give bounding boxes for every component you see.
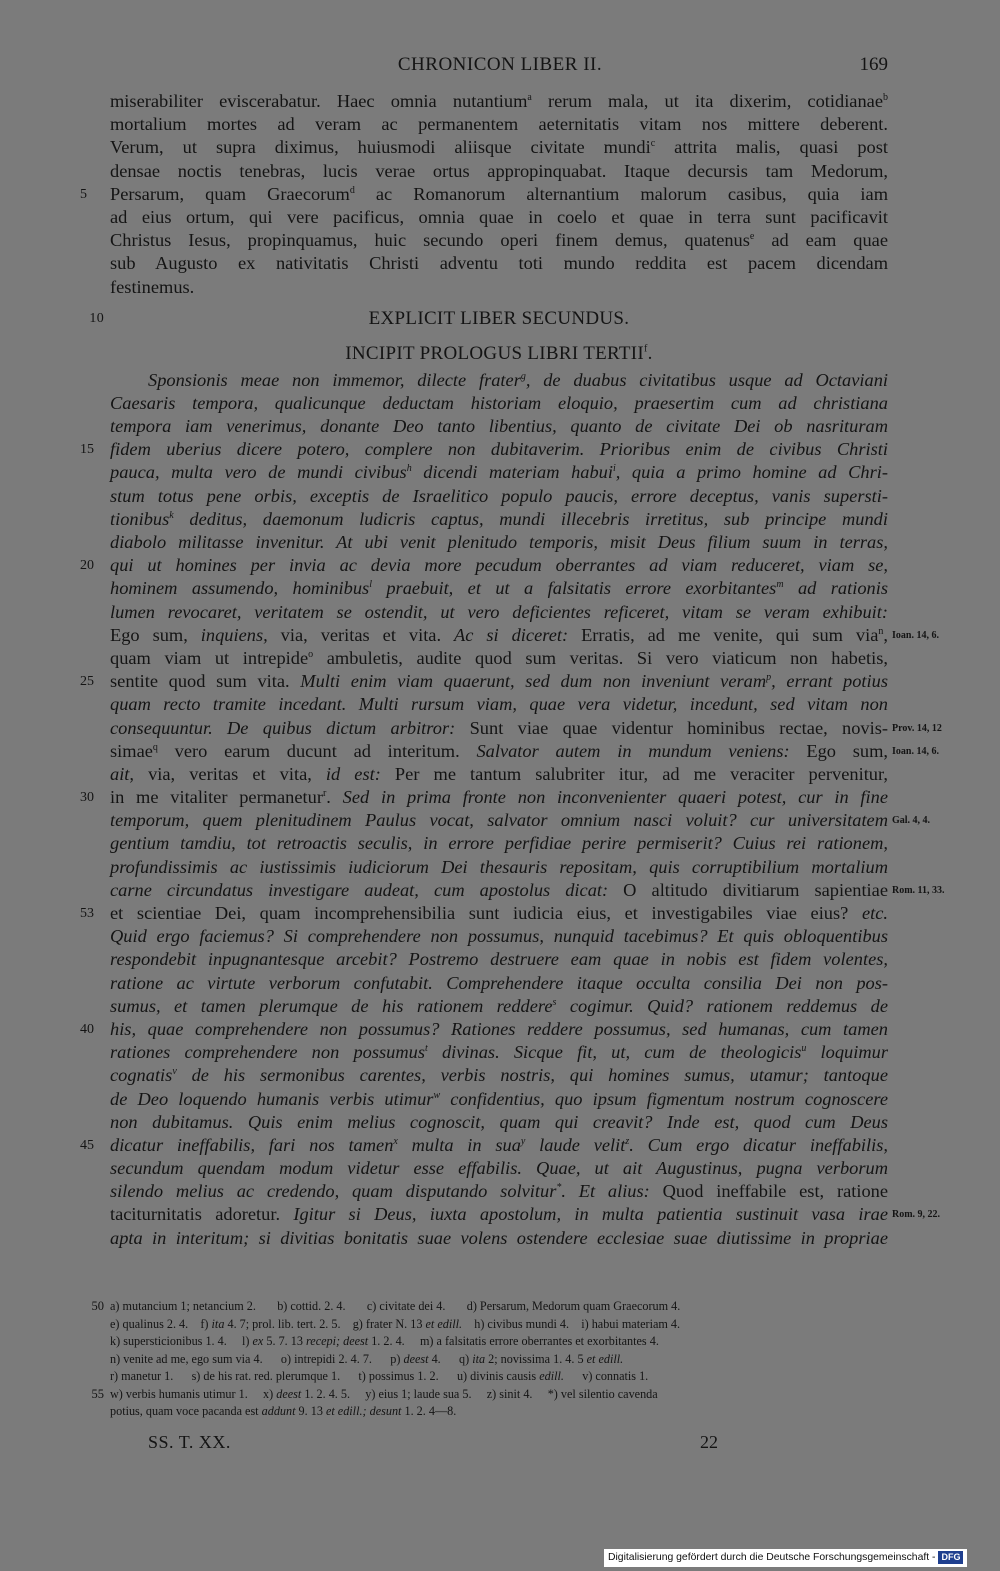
text-line xyxy=(80,554,888,577)
text-line xyxy=(110,717,942,740)
line-text: apta in interitum; si divitias bonitatis suae volens ostendere ecclesiae suae diutissime in propriae xyxy=(110,1227,888,1248)
explicit-heading xyxy=(89,305,888,333)
line-text: taciturnitatis adoretur. Igitur si Deus, iuxta apostolum, in multa patientia sustinuit vasa irae xyxy=(110,1204,889,1225)
text-line xyxy=(110,624,939,647)
line-number: 20 xyxy=(80,558,94,574)
line-text: respondebit inpugnantesque arcebit? Postremo destruere eam quae in nobis est fidem volentes, xyxy=(110,949,888,970)
line-number: 55 xyxy=(91,1386,104,1401)
text-line xyxy=(110,1157,888,1180)
line-text: Persarum, quam Graecorum$^d$ ac Romanorum alternantium malorum casibus, quia iam xyxy=(110,183,888,204)
text-line xyxy=(110,925,888,948)
text-line xyxy=(110,948,888,971)
scripture-reference: Rom. 11, 33. xyxy=(892,884,945,896)
footnote-line xyxy=(110,1333,888,1351)
text-line xyxy=(110,856,888,879)
line-text: qui ut homines per invia ac devia more pecudum oberrantes ad viam reduceret, viam se, xyxy=(110,555,888,576)
line-text: simae$^q$ vero earum ducunt ad interitum. Salvator autem in mundum veniens: Ego sum, xyxy=(110,740,888,761)
text-line xyxy=(80,902,888,925)
line-text: consequuntur. De quibus dictum arbitror: Sunt viae quae videntur hominibus rectae, novis- xyxy=(110,717,889,738)
line-text: et scientiae Dei, quam incomprehensibilia sunt iudicia eius, et investigabiles viae eius? etc. xyxy=(110,903,888,923)
line-number: 30 xyxy=(80,790,94,806)
text-line xyxy=(110,508,888,531)
line-text: tempora iam venerimus, donante Deo tanto libentius, quanto de civitate Dei ob nasrituram xyxy=(110,416,888,437)
footnote-line xyxy=(110,1351,888,1369)
main-text xyxy=(80,90,945,1250)
text-line xyxy=(110,1041,888,1064)
text-line xyxy=(110,879,945,902)
line-text: gentium tamdiu, tot retroactis seculis, in errore perfidiae perire permiserit? Cuius rei rationem, xyxy=(110,833,888,854)
line-text: in me vitaliter permanetur$^r$. Sed in prima fronte non inconvenienter quaeri potest, cur in fine xyxy=(110,787,888,808)
line-text: Ego sum, inquiens, via, veritas et vita. Ac si diceret: Erratis, ad me venite, qui sum via$^n$, xyxy=(110,624,888,645)
line-text: sentite quod sum vita. Multi enim viam quaerunt, sed dum non inveniunt veram$^p$, errant potius xyxy=(110,671,889,692)
digitization-credit xyxy=(604,1549,967,1567)
line-text: e) qualinus 2. 4. f) ita 4. 7; prol. lib. tert. 2. 5. g) frater N. 13 et edill. h) civibus mundi 4. i) habui materiam 4. xyxy=(110,1316,681,1331)
line-text: r) manetur 1. s) de his rat. red. plerumque 1. t) possimus 1. 2. u) divinis causis edill. v) connatis 1. xyxy=(110,1369,649,1383)
text-line xyxy=(80,786,888,809)
text-line xyxy=(110,206,888,229)
scripture-reference: Ioan. 14, 6. xyxy=(892,629,939,641)
text-line xyxy=(110,601,888,624)
text-line xyxy=(110,1203,941,1226)
text-line xyxy=(80,438,888,461)
text-line xyxy=(110,832,888,855)
footnote-line xyxy=(110,1403,888,1421)
line-text: de Deo loquendo humanis verbis utimur$^w$ confidentius, quo ipsum figmentum nostrum cognoscere xyxy=(110,1088,888,1109)
line-text: lumen revocaret, veritatem se ostendit, ut vero deficientes reficeret, vitam se veram exhibuit: xyxy=(110,601,888,622)
text-line xyxy=(110,1227,888,1250)
line-text: w) verbis humanis utimur 1. x) deest 1. 2. 4. 5. y) eius 1; laude sua 5. z) sinit 4. *) vel silentio cavenda xyxy=(110,1386,658,1401)
prologue-text xyxy=(80,369,945,1250)
line-text: a) mutancium 1; netancium 2. b) cottid. 2. 4. c) civitate dei 4. d) Persarum, Medorum quam Graecorum 4. xyxy=(110,1299,681,1313)
text-line xyxy=(110,577,888,600)
line-text: his, quae comprehendere non possumus? Rationes reddere possumus, sed humanas, cum tamen xyxy=(110,1018,888,1039)
text-line xyxy=(110,763,888,786)
line-text: ratione ac virtute verborum confutabit. Comprehendere itaque occulta consilia Dei non pos- xyxy=(110,972,888,993)
dfg-logo: DFG xyxy=(938,1551,963,1564)
line-text: sumus, et tamen plerumque de his rationem reddere$^s$ cogimur. Quid? rationem reddemus de xyxy=(110,995,888,1016)
page-header xyxy=(0,54,1000,80)
text-line xyxy=(110,809,931,832)
text-line xyxy=(110,995,888,1018)
text-line xyxy=(110,1088,888,1111)
text-line xyxy=(80,1134,888,1157)
line-number: 53 xyxy=(80,906,94,921)
footnote-line xyxy=(110,1368,888,1386)
line-text: ait, via, veritas et vita, id est: Per me tantum salubriter itur, ad me veraciter pervenitur, xyxy=(110,763,888,784)
text-line xyxy=(110,415,888,438)
line-text: fidem uberius dicere potero, complere non dubitaverim. Prioribus enim de civibus Christi xyxy=(110,439,888,460)
text-line xyxy=(110,276,888,299)
line-text: stum totus pene orbis, exceptis de Israelitico populo paucis, errore deceptus, vanis supersti- xyxy=(110,485,888,506)
line-text: Verum, ut supra diximus, huiusmodi aliisque civitate mundi$^c$ attrita malis, quasi post xyxy=(110,137,888,158)
line-number: 25 xyxy=(80,674,94,690)
line-text: pauca, multa vero de mundi civibus$^h$ dicendi materiam habui$^i$, quia a primo homine ad Chri- xyxy=(110,462,888,483)
line-text: quam viam ut intrepide$^o$ ambuletis, audite quod sum veritas. Si vero viaticum non habetis, xyxy=(110,647,888,668)
explicit-heading-text: EXPLICIT LIBER SECUNDUS. xyxy=(368,307,630,329)
text-line xyxy=(110,369,888,392)
text-line xyxy=(110,160,888,183)
line-text: non dubitamus. Quis enim melius cognoscit, quam qui creavit? Inde est, quod cum Deus xyxy=(110,1111,888,1132)
line-number: 15 xyxy=(80,442,94,458)
line-text: cognatis$^v$ de his sermonibus carentes, verbis nostris, qui homines sumus, utamur; tantoque xyxy=(110,1065,888,1086)
intro-paragraph xyxy=(80,90,888,299)
line-number: 40 xyxy=(80,1021,94,1037)
scripture-reference: Gal. 4, 4. xyxy=(892,815,931,827)
page-number: 169 xyxy=(859,54,888,75)
text-line xyxy=(110,693,888,716)
line-text: carne circundatus investigare audeat, cum apostolus dicat: O altitudo divitiarum sapientiae xyxy=(110,879,888,900)
scripture-reference: Rom. 9, 22. xyxy=(892,1209,941,1221)
line-text: k) supersticionibus 1. 4. l) ex 5. 7. 13 recepi; deest 1. 2. 4. m) a falsitatis errore oberrantes et exorbitantes 4. xyxy=(110,1334,659,1348)
line-number: 45 xyxy=(80,1137,94,1153)
line-text: Sponsionis meae non immemor, dilecte frater$^g$, de duabus civitatibus usque ad Octaviani xyxy=(148,369,889,390)
line-text: sub Augusto ex nativitatis Christi adventu toti mundo reddita est pacem dicendam xyxy=(110,253,888,274)
text-line xyxy=(110,1111,888,1134)
text-line xyxy=(110,90,888,113)
line-text: diabolo militasse invenitur. At ubi venit plenitudo temporis, misit Deus filium suum in terras, xyxy=(110,532,888,552)
signature-mark: SS. T. XX. xyxy=(148,1432,231,1452)
text-line xyxy=(110,252,888,275)
line-number: 5 xyxy=(80,186,87,202)
line-text: densae noctis tenebras, lucis verae ortus appropinquabat. Itaque decursis tam Medorum, xyxy=(110,160,888,181)
line-text: rationes comprehendere non possumus$^t$ divinas. Sicque fit, ut, cum de theologicis$^u$ loquimur xyxy=(110,1042,888,1063)
text-line xyxy=(110,740,939,763)
footnote-line xyxy=(91,1386,888,1404)
footnotes xyxy=(91,1298,888,1421)
text-line xyxy=(110,531,888,554)
line-text: tionibus$^k$ deditus, daemonum ludicris captus, mundi illecebris irretitus, sub principe mundi xyxy=(110,508,888,529)
line-text: silendo melius ac credendo, quam disputando solvitur*. Et alius: Quod ineffabile est, ratione xyxy=(110,1181,889,1202)
gathering-number: 22 xyxy=(700,1432,718,1452)
text-line xyxy=(110,972,888,995)
text-line xyxy=(80,670,889,693)
scripture-reference: Prov. 14, 12 xyxy=(892,722,942,734)
line-text: festinemus. xyxy=(110,276,195,297)
line-text: hominem assumendo, hominibus$^l$ praebuit, et ut a falsitatis errore exorbitantes$^m$ ad rationis xyxy=(110,578,888,599)
running-title: CHRONICON LIBER II. xyxy=(397,54,603,75)
line-text: profundissimis ac iustissimis iudiciorum Dei thesauris repositam, quis corruptibilium mortalium xyxy=(110,856,888,877)
line-text: quam recto tramite incedant. Multi rursum viam, quae vera videtur, incedunt, sed vitam non xyxy=(110,694,888,715)
text-line xyxy=(110,1064,888,1087)
line-text: miserabiliter eviscerabatur. Haec omnia nutantium$^a$ rerum mala, ut ita dixerim, cotidianae$^b$ xyxy=(110,91,888,111)
footnote-line xyxy=(110,1316,888,1334)
line-text: Christus Iesus, propinquamus, huic secundo operi finem demus, quatenus$^e$ ad eam quae xyxy=(110,230,888,251)
line-number: 10 xyxy=(89,310,104,326)
line-text: Caesaris tempora, qualicunque deductam historiam eloquio, praesertim cum ad christiana xyxy=(110,392,888,413)
text-line xyxy=(110,392,888,415)
line-text: secundum quendam modum videtur esse effabilis. Quae, ut ait Augustinus, pugna verborum xyxy=(110,1158,888,1179)
text-line xyxy=(110,113,888,136)
line-text: n) venite ad me, ego sum via 4. o) intrepidi 2. 4. 7. p) deest 4. q) ita 2; novissima 1. 4. 5 et edill. xyxy=(110,1351,624,1366)
incipit-heading: INCIPIT PROLOGUS LIBRI TERTII$^f$. xyxy=(345,342,653,364)
text-line xyxy=(110,647,888,670)
line-text: temporum, quem plenitudinem Paulus vocat, salvator omnium nasci voluit? cur universitatem xyxy=(110,810,888,831)
text-line xyxy=(110,461,888,484)
line-text: potius, quam voce pacanda est addunt 9. 13 et edill.; desunt 1. 2. 4—8. xyxy=(110,1404,457,1418)
scripture-reference: Ioan. 14, 6. xyxy=(892,745,939,757)
line-text: ad eius ortum, qui vere pacificus, omnia quae in coelo et quae in terra sunt pacificavit xyxy=(110,206,888,227)
text-line xyxy=(110,1180,888,1203)
footnote-line xyxy=(91,1298,888,1316)
text-line xyxy=(80,183,888,206)
text-line xyxy=(80,1018,888,1041)
credit-text: Digitalisierung gefördert durch die Deutsche Forschungsgemeinschaft - xyxy=(608,1552,936,1563)
line-text: mortalium mortes ad veram ac permanentem aeternitatis vitam nos mittere deberent. xyxy=(110,114,888,135)
text-line xyxy=(110,229,888,252)
line-text: Quid ergo faciemus? Si comprehendere non possumus, nunquid tacebimus? Et quis obloquentibus xyxy=(110,926,888,947)
line-number: 50 xyxy=(91,1299,104,1313)
text-line xyxy=(110,136,888,159)
text-line xyxy=(110,485,888,508)
line-text: dicatur ineffabilis, fari nos tamen$^x$ multa in sua$^y$ laude velit$^z$. Cum ergo dicatur ineffabilis, xyxy=(110,1134,888,1155)
